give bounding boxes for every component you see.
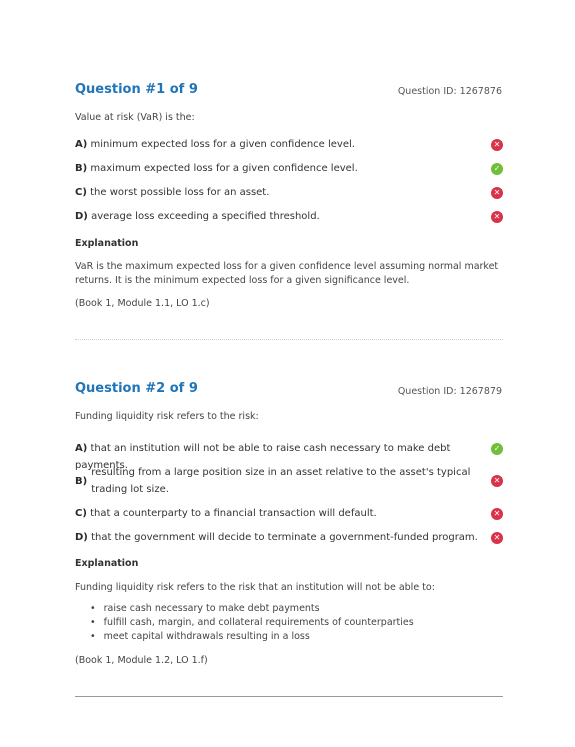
question-1-option-b [75, 160, 505, 177]
x-circle-icon: ✕ [491, 508, 503, 520]
option-letter: C) [75, 187, 87, 198]
option-text: resulting from a large position size in an asset relative to the asset's typical trading lot size. [91, 467, 471, 495]
option-letter: D) [75, 532, 88, 543]
explanation-text: VaR is the maximum expected loss for a given confidence level assuming normal market returns. It is the minimum expected loss for a given significance level. [75, 261, 499, 286]
check-circle-icon: ✓ [491, 443, 503, 455]
question-2-option-b [75, 464, 505, 498]
option-text: the worst possible loss for an asset. [90, 187, 270, 198]
divider [75, 339, 503, 340]
option-text: that a counterparty to a financial transaction will default. [90, 508, 377, 519]
option-text: minimum expected loss for a given confidence level. [90, 139, 355, 150]
question-2-title: Question #2 of 9 [75, 381, 198, 396]
question-1-option-d [75, 208, 505, 225]
option-letter: D) [75, 211, 88, 222]
explanation-text: Funding liquidity risk refers to the risk that an institution will not be able to: [75, 582, 435, 593]
divider [75, 696, 503, 697]
option-letter: C) [75, 508, 87, 519]
option-text: that the government will decide to terminate a government-funded program. [91, 532, 478, 543]
reference: (Book 1, Module 1.1, LO 1.c) [75, 298, 210, 309]
question-2-prompt: Funding liquidity risk refers to the risk: [75, 411, 259, 422]
question-1-title: Question #1 of 9 [75, 82, 198, 97]
question-2-option-d [75, 529, 505, 546]
option-letter: B) [75, 163, 88, 174]
x-circle-icon: ✕ [491, 139, 503, 151]
x-circle-icon: ✕ [491, 532, 503, 544]
check-circle-icon: ✓ [491, 163, 503, 175]
question-1-id: Question ID: 1267876 [397, 86, 502, 97]
option-text: that an institution will not be able to raise cash necessary to make debt payments. [75, 443, 451, 471]
reference: (Book 1, Module 1.2, LO 1.f) [75, 655, 208, 666]
x-circle-icon: ✕ [491, 475, 503, 487]
option-letter: A) [75, 139, 88, 150]
question-2-id: Question ID: 1267879 [397, 386, 502, 397]
explanation-heading: Explanation [75, 238, 139, 249]
explanation-list [90, 602, 414, 644]
question-1-option-a [75, 136, 505, 153]
question-1-option-c [75, 184, 505, 201]
option-text: maximum expected loss for a given confidence level. [90, 163, 358, 174]
list-item: • raise cash necessary to make debt payments [90, 602, 414, 616]
question-1-prompt: Value at risk (VaR) is the: [75, 112, 195, 123]
option-letter: A) [75, 443, 88, 454]
question-2-option-c [75, 505, 505, 522]
list-item: • meet capital withdrawals resulting in a loss [90, 630, 414, 644]
list-item: • fulfill cash, margin, and collateral requirements of counterparties [90, 616, 414, 630]
x-circle-icon: ✕ [491, 187, 503, 199]
explanation-heading: Explanation [75, 558, 139, 569]
option-letter: B) [75, 475, 88, 487]
option-text: average loss exceeding a specified threshold. [91, 211, 320, 222]
x-circle-icon: ✕ [491, 211, 503, 223]
